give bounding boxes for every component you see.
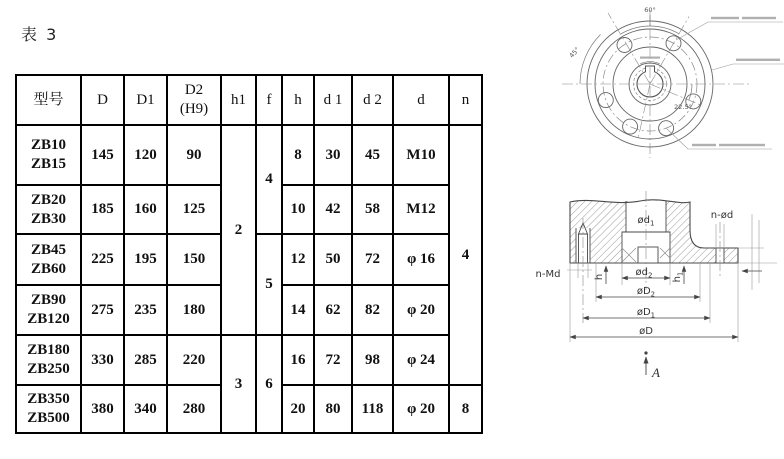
cell-h: 20 bbox=[282, 385, 314, 433]
label-n-od: n-ød bbox=[710, 210, 734, 221]
section-view-drawing bbox=[530, 178, 784, 428]
col-header-n: n bbox=[449, 75, 482, 125]
cell-D2: 90 bbox=[167, 125, 221, 185]
model-line2: ZB120 bbox=[27, 311, 70, 327]
bolt-hole bbox=[623, 119, 638, 134]
label-D1: $øD_1$ bbox=[636, 307, 656, 320]
col-header-d1: d 1 bbox=[314, 75, 352, 125]
cell-n-span: 8 bbox=[449, 385, 482, 433]
angle-label-22-5: 22.5° bbox=[674, 103, 692, 111]
cell-f-span: 6 bbox=[256, 335, 282, 433]
label-n-Md: n-Md bbox=[535, 269, 561, 280]
cell-D1: 340 bbox=[124, 385, 167, 433]
cell-D1: 285 bbox=[124, 335, 167, 385]
cell-h: 12 bbox=[282, 234, 314, 285]
label-D: øD bbox=[639, 326, 653, 337]
model-line2: ZB500 bbox=[27, 410, 70, 426]
angle-arc-45 bbox=[580, 35, 601, 85]
cell-D1: 235 bbox=[124, 285, 167, 335]
label-h1: $h_1$ bbox=[672, 271, 685, 283]
front-view-drawing bbox=[540, 0, 784, 172]
model-line1: ZB180 bbox=[27, 342, 70, 359]
cell-D2: 150 bbox=[167, 234, 221, 285]
table-row bbox=[16, 125, 482, 185]
label-bore-d1: $ød_1$ bbox=[637, 215, 655, 228]
cell-d: φ 24 bbox=[393, 335, 449, 385]
cell-h: 16 bbox=[282, 335, 314, 385]
label-A: A bbox=[652, 365, 660, 380]
view-direction-A bbox=[644, 351, 660, 380]
col-header-D2-line1: D2 bbox=[184, 82, 204, 99]
dimension-table bbox=[15, 74, 483, 434]
cell-h1-span: 2 bbox=[221, 125, 256, 335]
cell-d2: 118 bbox=[352, 385, 393, 433]
cell-n-span: 4 bbox=[449, 125, 482, 385]
cell-D1: 120 bbox=[124, 125, 167, 185]
col-header-h: h bbox=[282, 75, 314, 125]
cell-model bbox=[16, 335, 81, 385]
cell-d1: 72 bbox=[314, 335, 352, 385]
cell-d: M12 bbox=[393, 185, 449, 234]
cell-d: M10 bbox=[393, 125, 449, 185]
model-line1: ZB45 bbox=[30, 241, 66, 258]
col-header-d2: d 2 bbox=[352, 75, 393, 125]
cell-model bbox=[16, 385, 81, 433]
model-line2: ZB250 bbox=[27, 361, 70, 377]
cell-D: 145 bbox=[81, 125, 124, 185]
cell-model bbox=[16, 185, 81, 234]
cell-D: 380 bbox=[81, 385, 124, 433]
cell-D: 330 bbox=[81, 335, 124, 385]
cell-D2: 220 bbox=[167, 335, 221, 385]
cell-h: 10 bbox=[282, 185, 314, 234]
cell-h: 8 bbox=[282, 125, 314, 185]
cell-d: φ 20 bbox=[393, 285, 449, 335]
centerlines bbox=[562, 10, 752, 158]
col-header-h1: h1 bbox=[221, 75, 256, 125]
col-header-d: d bbox=[393, 75, 449, 125]
cell-d2: 82 bbox=[352, 285, 393, 335]
cell-d: φ 20 bbox=[393, 385, 449, 433]
col-header-model: 型号 bbox=[16, 75, 81, 125]
model-line2: ZB30 bbox=[30, 210, 66, 227]
col-header-D2-line2: (H9) bbox=[179, 101, 209, 117]
page-title: 表 3 bbox=[21, 25, 59, 44]
cell-D2: 180 bbox=[167, 285, 221, 335]
cell-D2: 125 bbox=[167, 185, 221, 234]
cell-d2: 45 bbox=[352, 125, 393, 185]
cell-d2: 58 bbox=[352, 185, 393, 234]
annotation-illegible-text bbox=[640, 17, 780, 146]
cell-D1: 195 bbox=[124, 234, 167, 285]
cell-model bbox=[16, 234, 81, 285]
cell-d1: 62 bbox=[314, 285, 352, 335]
col-header-f: f bbox=[256, 75, 282, 125]
model-line1: ZB350 bbox=[27, 391, 70, 408]
header-row bbox=[16, 75, 482, 125]
cell-D2: 280 bbox=[167, 385, 221, 433]
cell-D1: 160 bbox=[124, 185, 167, 234]
cell-d: φ 16 bbox=[393, 234, 449, 285]
col-header-D2 bbox=[167, 75, 221, 125]
label-bore-d2: $ød_2$ bbox=[635, 267, 653, 280]
cell-model bbox=[16, 285, 81, 335]
model-line1: ZB90 bbox=[30, 292, 66, 309]
cell-d1: 30 bbox=[314, 125, 352, 185]
col-header-D1: D1 bbox=[124, 75, 167, 125]
col-header-D: D bbox=[81, 75, 124, 125]
label-h: h bbox=[594, 273, 605, 281]
model-line1: ZB20 bbox=[30, 191, 66, 208]
cell-D: 275 bbox=[81, 285, 124, 335]
cell-h: 14 bbox=[282, 285, 314, 335]
bolt-hole bbox=[598, 93, 613, 108]
model-line1: ZB10 bbox=[30, 137, 66, 154]
cell-D: 185 bbox=[81, 185, 124, 234]
model-line2: ZB15 bbox=[30, 156, 66, 172]
cell-d2: 98 bbox=[352, 335, 393, 385]
angle-label-60: 60° bbox=[644, 6, 656, 14]
cell-d2: 72 bbox=[352, 234, 393, 285]
cell-f-span: 4 bbox=[256, 125, 282, 234]
model-line2: ZB60 bbox=[30, 260, 66, 277]
cell-model bbox=[16, 125, 81, 185]
label-D2: $øD_2$ bbox=[636, 286, 656, 299]
cell-d1: 80 bbox=[314, 385, 352, 433]
angle-arc-22 bbox=[689, 84, 692, 100]
cell-D: 225 bbox=[81, 234, 124, 285]
cell-d1: 42 bbox=[314, 185, 352, 234]
angle-label-45: 45° bbox=[567, 45, 582, 60]
cell-h1-span: 3 bbox=[221, 335, 256, 433]
cell-d1: 50 bbox=[314, 234, 352, 285]
cell-f-span: 5 bbox=[256, 234, 282, 335]
table-row bbox=[16, 335, 482, 385]
